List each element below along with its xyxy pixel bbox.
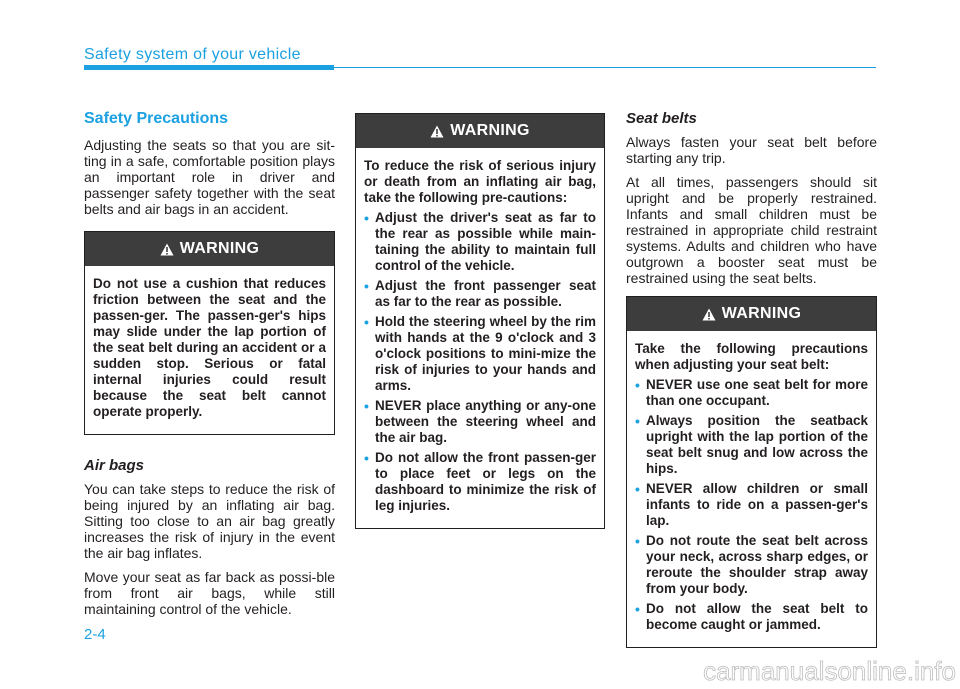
column-left	[84, 110, 335, 625]
warning-label: WARNING	[179, 240, 260, 257]
column-middle	[355, 113, 605, 529]
header-rule-thick	[84, 65, 334, 70]
warning-label: WARNING	[721, 305, 802, 322]
warning-triangle-icon	[430, 125, 444, 138]
warning-header	[85, 232, 334, 266]
watermark-text: carmanualsonline.info	[703, 656, 956, 686]
warning-intro: To reduce the risk of serious injury or death from an inflating air bag, take the following pre-cautions:	[364, 158, 596, 205]
section-title-seat-belts: Seat belts	[626, 110, 697, 127]
list-item: • NEVER use one seat belt for more than one occupant.	[635, 377, 868, 409]
list-item: • Do not allow the seat belt to become caught or jammed.	[635, 601, 868, 633]
header-title: Safety system of your vehicle	[84, 46, 301, 63]
warning-label: WARNING	[450, 122, 530, 139]
warning-box-air-bag	[355, 113, 605, 529]
seat-belts-paragraph-1: Always fasten your seat belt before starting any trip.	[626, 134, 877, 166]
warning-body	[627, 331, 876, 647]
list-item: • Always position the seatback upright with the lap portion of the seat belt snug and low across the hips.	[635, 413, 868, 477]
column-right	[626, 110, 877, 648]
warning-list	[635, 377, 868, 633]
list-item: • Adjust the front passenger seat as far to the rear as possible.	[364, 278, 596, 310]
section-title-air-bags: Air bags	[84, 457, 145, 474]
header-rule-thin	[334, 67, 876, 68]
list-item: • Hold the steering wheel by the rim with hands at the 9 o'clock and 3 o'clock positions to mini-mize the risk of injuries to your hands and arms.	[364, 314, 596, 394]
watermark-logo	[620, 656, 960, 686]
warning-header	[627, 297, 876, 331]
warning-box-cushion	[84, 231, 335, 435]
section-title-safety-precautions: Safety Precautions	[84, 110, 229, 127]
warning-triangle-icon	[702, 308, 716, 321]
warning-intro: Take the following precautions when adjusting your seat belt:	[635, 341, 868, 372]
list-item: • Do not allow the front passen-ger to place feet or legs on the dashboard to minimize the risk of leg injuries.	[364, 450, 596, 514]
page-number: 2-4	[84, 626, 106, 643]
warning-box-seat-belt	[626, 296, 877, 648]
list-item: • NEVER place anything or any-one between the steering wheel and the air bag.	[364, 398, 596, 446]
warning-header	[356, 114, 604, 148]
air-bags-paragraph-1: You can take steps to reduce the risk of being injured by an inflating air bag. Sitting too close to an air bag greatly increases the risk of injury in the event the air bag inflates.	[84, 481, 335, 561]
warning-list	[364, 210, 596, 514]
list-item: • Do not route the seat belt across your neck, across sharp edges, or reroute the shoulder strap away from your body.	[635, 533, 868, 597]
list-item: • NEVER allow children or small infants to ride on a passen-ger's lap.	[635, 481, 868, 529]
warning-body	[85, 266, 334, 434]
warning-triangle-icon	[160, 243, 174, 256]
list-item: • Adjust the driver's seat as far to the rear as possible while main-taining the ability to maintain full control of the vehicle.	[364, 210, 596, 274]
safety-precautions-intro: Adjusting the seats so that you are sit-ting in a safe, comfortable position plays an important role in driver and passenger safety together with the seat belts and air bags in an accident.	[84, 137, 335, 217]
seat-belts-paragraph-2: At all times, passengers should sit upright and be properly restrained. Infants and small children must be restrained in appropriate child restraint systems. Adults and children who have outgrown a booster seat must be restrained using the seat belts.	[626, 174, 877, 286]
warning-body	[356, 148, 604, 528]
warning-text: Do not use a cushion that reduces friction between the seat and the passen-ger. The passen-ger's hips may slide under the lap portion of the seat belt during an accident or a sudden stop. Serious or fatal internal injuries could result because the seat belt cannot operate properly.	[93, 276, 326, 419]
air-bags-paragraph-2: Move your seat as far back as possi-ble from front air bags, while still maintaining control of the vehicle.	[84, 569, 335, 617]
